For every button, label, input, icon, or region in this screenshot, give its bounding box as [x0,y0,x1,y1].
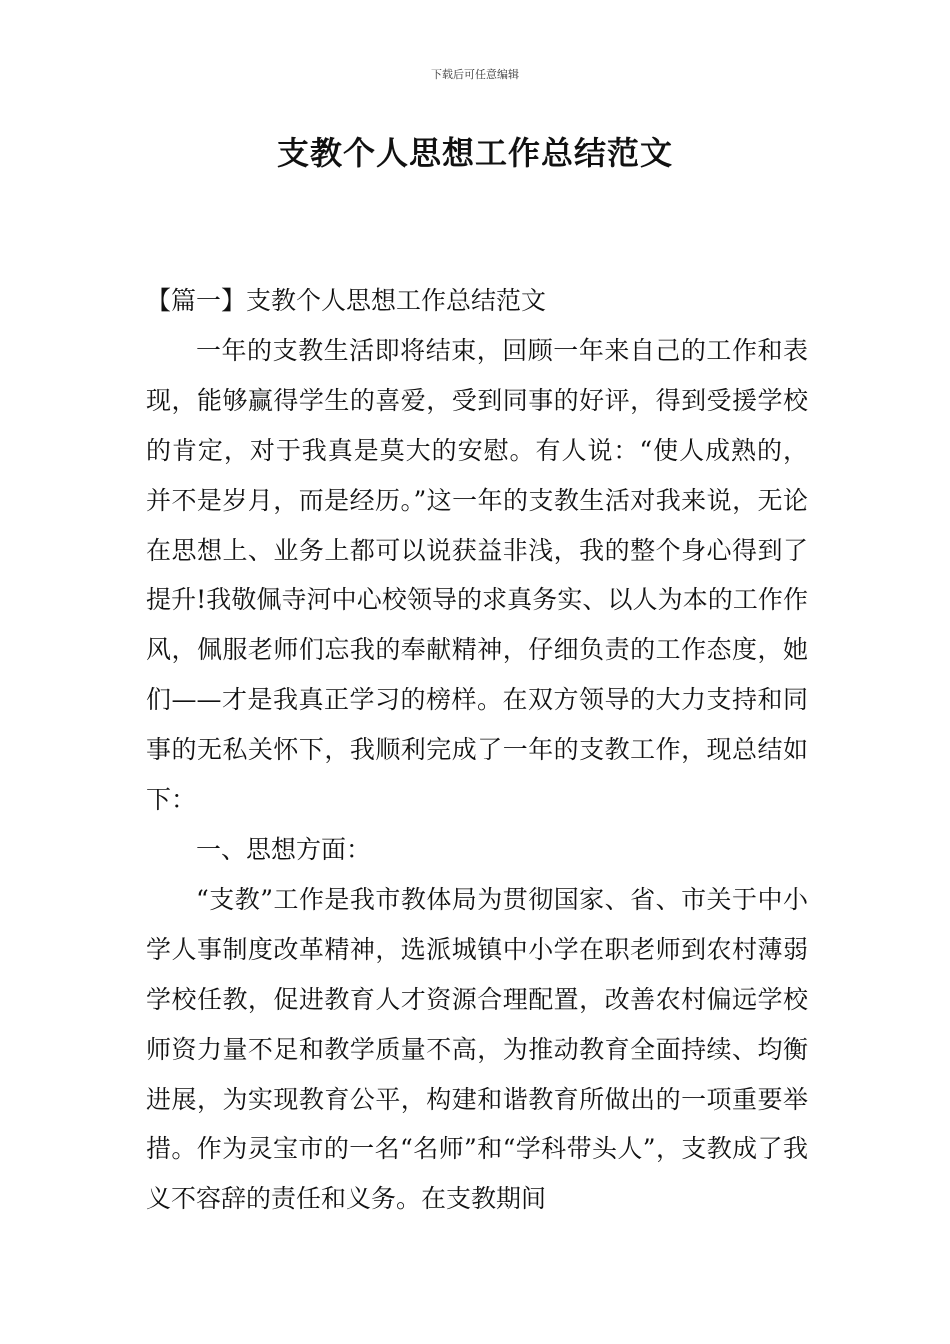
document-title: 支教个人思想工作总结范文 [276,134,673,172]
paragraph-thought: “支教”工作是我市教体局为贯彻国家、省、市关于中小学人事制度改革精神，选派城镇中小学在职老师到农村薄弱学校任教，促进教育人才资源合理配置，改善农村偏远学校师资力量不足和教学质量不高，为推动教育全面持续、均衡进展，为实现教育公平，构建和谐教育所做出的一项重要举措。作为灵宝市的一名“名师”和“学科带头人”，支教成了我义不容辞的责任和义务。在支教期间 [146,884,808,1214]
paragraph-intro: 一年的支教生活即将结束，回顾一年来自己的工作和表现，能够赢得学生的喜爱，受到同事的好评，得到受援学校的肯定，对于我真是莫大的安慰。有人说：“使人成熟的，并不是岁月，而是经历。”这一年的支教生活对我来说，无论在思想上、业务上都可以说获益非浅，我的整个身心得到了提升!我敬佩寺河中心校领导的求真务实、以人为本的工作作风，佩服老师们忘我的奉献精神，仔细负责的工作态度，她们——才是我真正学习的榜样。在双方领导的大力支持和同事的无私关怀下，我顺利完成了一年的支教工作，现总结如下： [146,335,808,815]
document-body [146,276,808,1224]
chapter-heading: 【篇一】支教个人思想工作总结范文 [146,286,547,315]
header-note: 下载后可任意编辑 [431,68,519,81]
section-heading-thought: 一、思想方面： [196,834,372,864]
